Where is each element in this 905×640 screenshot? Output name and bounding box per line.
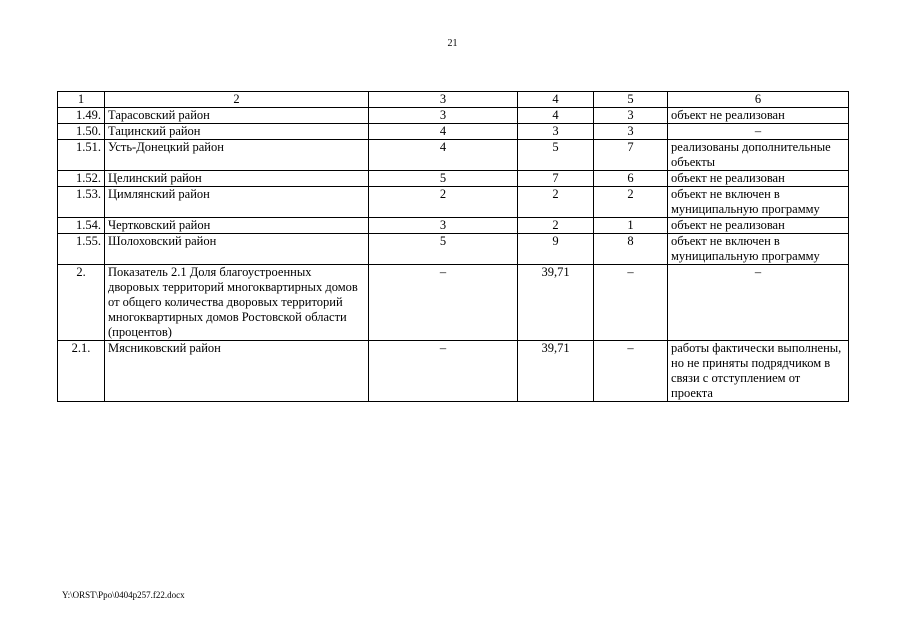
value-col5: 6 bbox=[594, 171, 668, 187]
value-col3: 3 bbox=[369, 108, 518, 124]
note: объект не реализован bbox=[668, 218, 849, 234]
header-cell: 2 bbox=[105, 92, 369, 108]
value-col4: 5 bbox=[518, 140, 594, 171]
district-name: Чертковский район bbox=[105, 218, 369, 234]
table-row bbox=[58, 171, 849, 187]
note: объект не реализован bbox=[668, 108, 849, 124]
data-table bbox=[57, 91, 849, 402]
table-row bbox=[58, 124, 849, 140]
value-col5: – bbox=[594, 265, 668, 341]
row-number: 1.49. bbox=[58, 108, 105, 124]
table-row bbox=[58, 140, 849, 171]
note: объект не включен в муниципальную программу bbox=[668, 234, 849, 265]
value-col4: 4 bbox=[518, 108, 594, 124]
table-header-row bbox=[58, 92, 849, 108]
value-col3: 4 bbox=[369, 140, 518, 171]
value-col5: 3 bbox=[594, 108, 668, 124]
value-col5: 1 bbox=[594, 218, 668, 234]
district-name: Шолоховский район bbox=[105, 234, 369, 265]
value-col3: 2 bbox=[369, 187, 518, 218]
value-col3: 5 bbox=[369, 234, 518, 265]
row-number: 2. bbox=[58, 265, 105, 341]
note: – bbox=[668, 124, 849, 140]
value-col4: 9 bbox=[518, 234, 594, 265]
table-row bbox=[58, 187, 849, 218]
note: объект не включен в муниципальную программу bbox=[668, 187, 849, 218]
table-row bbox=[58, 341, 849, 402]
value-col3: – bbox=[369, 265, 518, 341]
district-name: Цимлянский район bbox=[105, 187, 369, 218]
row-number: 1.51. bbox=[58, 140, 105, 171]
note: реализованы дополнительные объекты bbox=[668, 140, 849, 171]
value-col3: – bbox=[369, 341, 518, 402]
header-cell: 6 bbox=[668, 92, 849, 108]
value-col3: 5 bbox=[369, 171, 518, 187]
row-number: 1.52. bbox=[58, 171, 105, 187]
table-row bbox=[58, 108, 849, 124]
value-col5: 2 bbox=[594, 187, 668, 218]
value-col4: 39,71 bbox=[518, 265, 594, 341]
district-name: Целинский район bbox=[105, 171, 369, 187]
header-cell: 4 bbox=[518, 92, 594, 108]
row-number: 1.55. bbox=[58, 234, 105, 265]
row-number: 1.53. bbox=[58, 187, 105, 218]
value-col3: 3 bbox=[369, 218, 518, 234]
value-col4: 39,71 bbox=[518, 341, 594, 402]
value-col5: 7 bbox=[594, 140, 668, 171]
table-row bbox=[58, 265, 849, 341]
value-col3: 4 bbox=[369, 124, 518, 140]
row-number: 1.50. bbox=[58, 124, 105, 140]
value-col4: 3 bbox=[518, 124, 594, 140]
header-cell: 1 bbox=[58, 92, 105, 108]
district-name: Мясниковский район bbox=[105, 341, 369, 402]
value-col4: 7 bbox=[518, 171, 594, 187]
district-name: Тацинский район bbox=[105, 124, 369, 140]
row-number: 2.1. bbox=[58, 341, 105, 402]
value-col5: 3 bbox=[594, 124, 668, 140]
value-col5: – bbox=[594, 341, 668, 402]
district-name: Усть-Донецкий район bbox=[105, 140, 369, 171]
header-cell: 5 bbox=[594, 92, 668, 108]
table-row bbox=[58, 218, 849, 234]
indicator-name: Показатель 2.1 Доля благоустроенных дворовых территорий многоквартирных домов от общего количества дворовых территорий многоквартирных домов Ростовской области (процентов) bbox=[105, 265, 369, 341]
table-row bbox=[58, 234, 849, 265]
note: – bbox=[668, 265, 849, 341]
note: объект не реализован bbox=[668, 171, 849, 187]
value-col4: 2 bbox=[518, 218, 594, 234]
file-path-footer: Y:\ORST\Ppo\0404p257.f22.docx bbox=[62, 590, 185, 600]
header-cell: 3 bbox=[369, 92, 518, 108]
note: работы фактически выполнены, но не приняты подрядчиком в связи с отступлением от проекта bbox=[668, 341, 849, 402]
row-number: 1.54. bbox=[58, 218, 105, 234]
page-number: 21 bbox=[447, 38, 458, 49]
district-name: Тарасовский район bbox=[105, 108, 369, 124]
value-col5: 8 bbox=[594, 234, 668, 265]
value-col4: 2 bbox=[518, 187, 594, 218]
